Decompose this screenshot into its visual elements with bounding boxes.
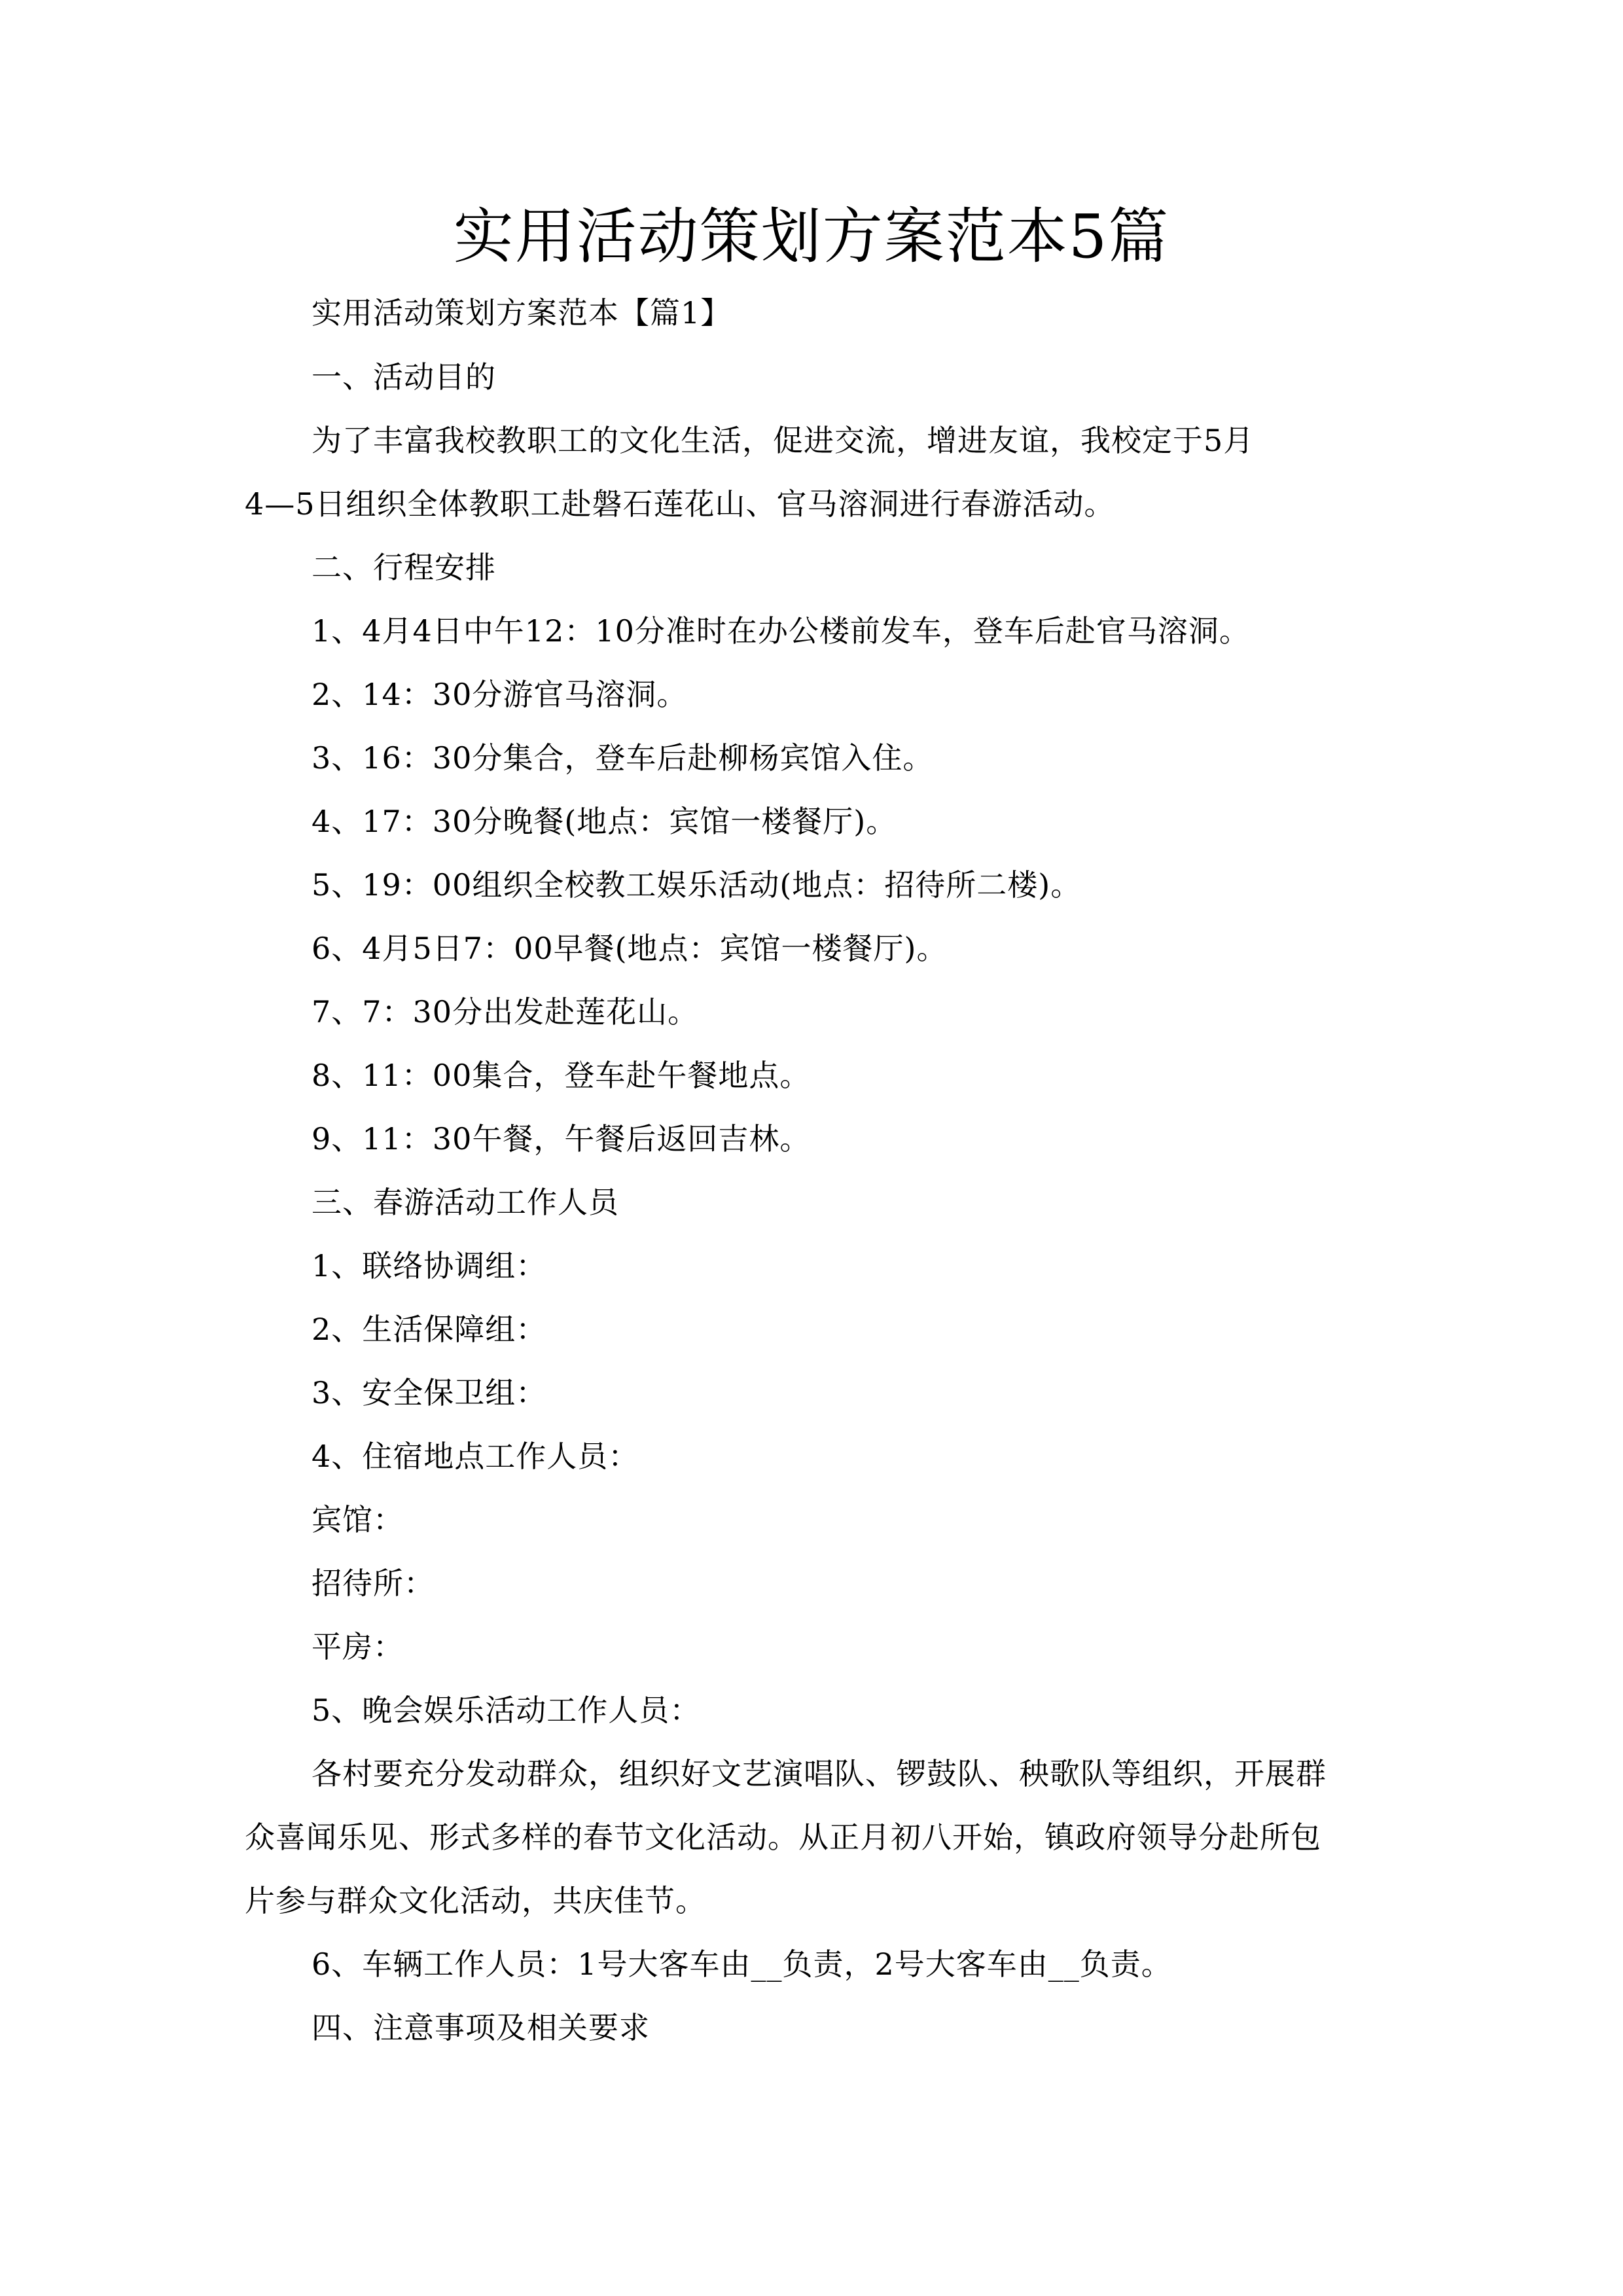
itinerary-item-2: 2、14：30分游官马溶洞。 (312, 677, 688, 712)
heading-notes: 四、注意事项及相关要求 (312, 2010, 650, 2045)
purpose-paragraph-line-2: 4—5日组织全体教职工赴磐石莲花山、官马溶洞进行春游活动。 (245, 486, 1115, 522)
heading-itinerary: 二、行程安排 (312, 550, 496, 585)
staff-item-2: 2、生活保障组： (312, 1312, 547, 1347)
itinerary-item-8: 8、11：00集合，登车赴午餐地点。 (312, 1058, 811, 1093)
lodging-guesthouse: 招待所： (312, 1566, 435, 1601)
document-title: 实用活动策划方案范本5篇 (453, 202, 1170, 272)
itinerary-item-5: 5、19：00组织全校教工娱乐活动(地点：招待所二楼)。 (312, 867, 1082, 903)
heading-staff: 三、春游活动工作人员 (312, 1185, 619, 1220)
lodging-hotel: 宾馆： (312, 1502, 404, 1537)
itinerary-item-3: 3、16：30分集合，登车后赴柳杨宾馆入住。 (312, 740, 934, 776)
itinerary-item-4: 4、17：30分晚餐(地点：宾馆一楼餐厅)。 (312, 804, 897, 839)
itinerary-item-9: 9、11：30午餐，午餐后返回吉林。 (312, 1121, 811, 1157)
purpose-paragraph-line-1: 为了丰富我校教职工的文化生活，促进交流，增进友谊，我校定于5月 (312, 423, 1255, 458)
staff-item-4: 4、住宿地点工作人员： (312, 1439, 639, 1474)
heading-activity-purpose: 一、活动目的 (312, 359, 496, 395)
itinerary-item-6: 6、4月5日7：00早餐(地点：宾馆一楼餐厅)。 (312, 931, 948, 966)
lodging-bungalow: 平房： (312, 1629, 404, 1664)
staff-item-3: 3、安全保卫组： (312, 1375, 547, 1410)
staff-item-6: 6、车辆工作人员：1号大客车由__负责，2号大客车由__负责。 (312, 1946, 1172, 1982)
itinerary-item-7: 7、7：30分出发赴莲花山。 (312, 994, 699, 1030)
culture-paragraph-line-3: 片参与群众文化活动，共庆佳节。 (245, 1883, 706, 1918)
staff-item-5: 5、晚会娱乐活动工作人员： (312, 1693, 701, 1728)
itinerary-item-1: 1、4月4日中午12：10分准时在办公楼前发车，登车后赴官马溶洞。 (312, 613, 1250, 649)
culture-paragraph-line-1: 各村要充分发动群众，组织好文艺演唱队、锣鼓队、秧歌队等组织，开展群 (312, 1756, 1327, 1791)
section-heading-part-1: 实用活动策划方案范本【篇1】 (312, 295, 732, 331)
staff-item-1: 1、联络协调组： (312, 1248, 547, 1283)
culture-paragraph-line-2: 众喜闻乐见、形式多样的春节文化活动。从正月初八开始，镇政府领导分赴所包 (245, 1820, 1321, 1855)
